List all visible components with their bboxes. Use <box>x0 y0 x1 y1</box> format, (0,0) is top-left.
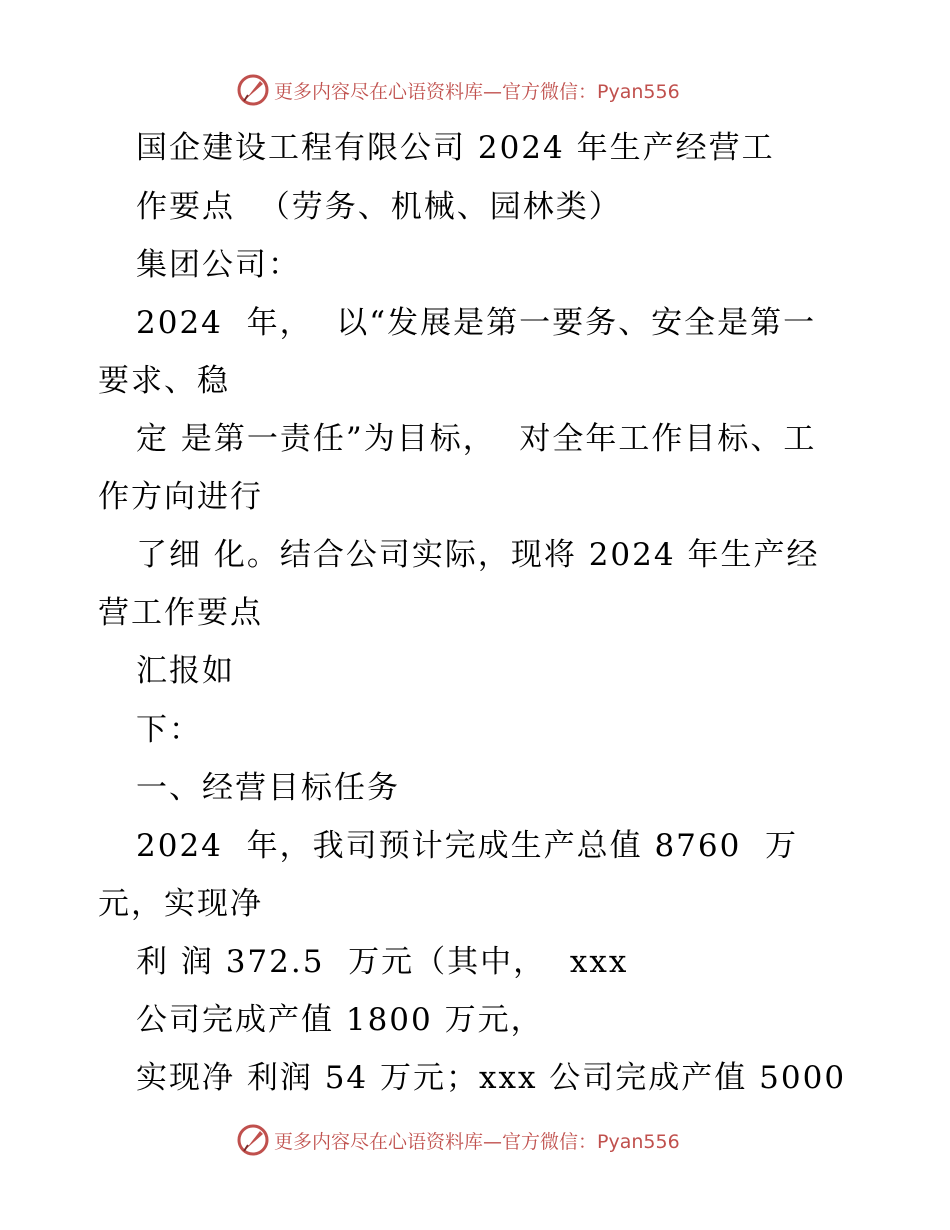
doc-line: 元，实现净 <box>98 886 263 922</box>
watermark-handle: Pyan556 <box>597 1130 680 1153</box>
doc-line: 要求、稳 <box>98 363 230 399</box>
watermark-banner-top <box>236 73 680 107</box>
feather-logo-icon <box>236 73 270 107</box>
doc-line: 国企建设工程有限公司 2024 年生产经营工 <box>136 130 775 166</box>
watermark-banner-bottom <box>236 1123 680 1157</box>
doc-line: 公司完成产值 1800 万元， <box>136 1002 544 1038</box>
doc-line: 营工作要点 <box>98 595 263 631</box>
doc-line: 了细 化。结合公司实际，现将 2024 年生产经 <box>136 537 820 573</box>
doc-line: 2024 年， 以“发展是第一要务、安全是第一 <box>136 305 817 341</box>
doc-line: 作要点 （劳务、机械、园林类） <box>136 189 622 225</box>
doc-line: 2024 年，我司预计完成生产总值 8760 万 <box>136 828 799 864</box>
watermark-handle: Pyan556 <box>597 80 680 103</box>
doc-line: 集团公司： <box>136 247 301 283</box>
doc-line: 汇报如 <box>136 653 235 689</box>
doc-line: 作方向进行 <box>98 479 263 515</box>
doc-line: 下： <box>136 712 202 748</box>
feather-logo-icon <box>236 1123 270 1157</box>
doc-line: 利 润 372.5 万元（其中， xxx <box>136 944 629 980</box>
watermark-text: 更多内容尽在心语资料库—官方微信：Pyan556 <box>274 80 680 103</box>
doc-line: 实现净 利润 54 万元；xxx 公司完成产值 5000 <box>136 1060 847 1096</box>
doc-line: 定 是第一责任”为目标， 对全年工作目标、工 <box>136 421 817 457</box>
watermark-text: 更多内容尽在心语资料库—官方微信：Pyan556 <box>274 1130 680 1153</box>
doc-line: 一、经营目标任务 <box>136 770 400 806</box>
